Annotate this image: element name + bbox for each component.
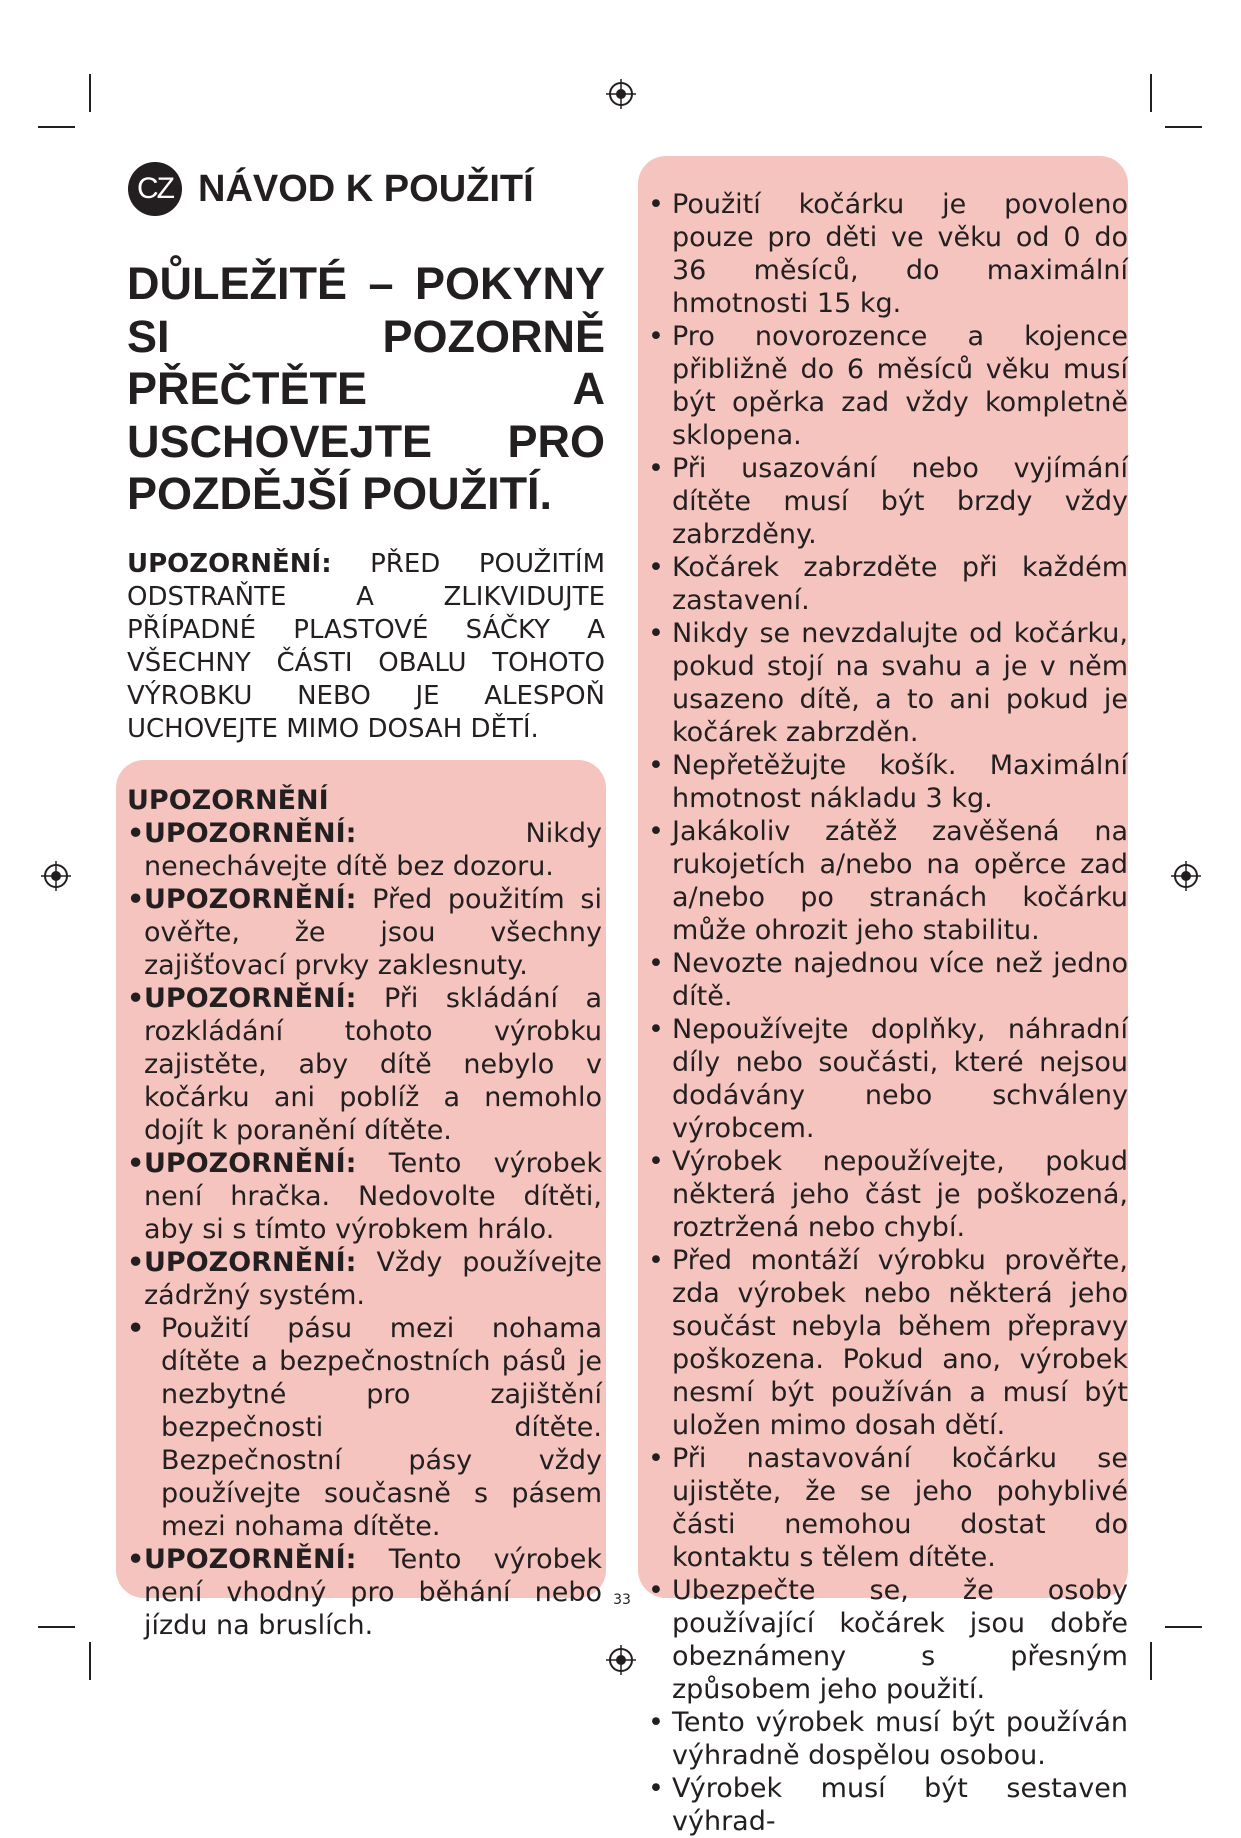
registration-mark-right-icon: [1171, 861, 1201, 891]
list-item: • Při usazování nebo vyjímání dítěte musí být brzdy vždy zabrzděny.: [648, 452, 1128, 551]
warning-intro-text: PŘED POUŽITÍM ODSTRAŇTE A ZLIKVIDUJTE PŘÍPADNÉ PLASTOVÉ SÁČKY A VŠECHNY ČÁSTI OBALU TOHOTO VÝROBKU NEBO JE ALESPOŇ UCHOVEJTE MIMO DOSAH DĚTÍ.: [127, 549, 606, 744]
warning-text: Před použitím si ověřte, že jsou všechny zajišťovací prvky zaklesnuty.: [144, 884, 602, 981]
registration-mark-bottom-icon: [606, 1645, 636, 1675]
language-badge: CZ: [128, 162, 182, 216]
left-warnings: [127, 784, 602, 1642]
warning-label: UPOZORNĚNÍ:: [144, 1148, 357, 1179]
crop-mark-top-left-h: [38, 126, 75, 128]
warning-text: Vždy používejte zádržný systém.: [144, 1247, 602, 1311]
list-item: • Výrobek nepoužívejte, pokud některá jeho část je poškozená, roztržená nebo chybí.: [648, 1145, 1128, 1244]
crop-mark-bottom-right-h: [1165, 1626, 1202, 1628]
warning-label: UPOZORNĚNÍ:: [144, 983, 357, 1014]
list-item: • Při nastavování kočárku se ujistěte, že se jeho pohyblivé části nemohou dostat do kontaktu s tělem dítěte.: [648, 1442, 1128, 1574]
crop-mark-bottom-right-v: [1150, 1642, 1152, 1680]
list-item: • Jakákoliv zátěž zavěšená na rukojetích a/nebo na opěrce zad a/nebo po stranách kočárku může ohrozit jeho stabilitu.: [648, 815, 1128, 947]
registration-mark-left-icon: [41, 861, 71, 891]
instructions-list: [648, 188, 1128, 1838]
important-notice: DŮLEŽITÉ – POKYNY SI POZORNĚ PŘEČTĚTE A USCHOVEJTE PRO POZDĚJŠÍ POUŽITÍ.: [127, 258, 605, 519]
list-item: • Výrobek musí být sestaven výhrad-: [648, 1772, 1128, 1838]
warning-intro: [127, 548, 605, 746]
list-item: [127, 817, 602, 883]
page-number: 33: [613, 1592, 631, 1608]
warning-intro-label: UPOZORNĚNÍ:: [127, 549, 332, 579]
list-item: • Nikdy se nevzdalujte od kočárku, pokud stojí na svahu a je v něm usazeno dítě, a to ani pokud je kočárek zabrzděn.: [648, 617, 1128, 749]
crop-mark-bottom-left-v: [89, 1642, 91, 1680]
warning-text: Nikdy nenechávejte dítě bez dozoru.: [144, 818, 602, 882]
crop-mark-bottom-left-h: [38, 1626, 75, 1628]
list-item: [127, 1312, 602, 1543]
right-warnings: [648, 188, 1128, 1838]
crop-mark-top-right-v: [1150, 74, 1152, 112]
registration-mark-top-icon: [606, 79, 636, 109]
warning-label: UPOZORNĚNÍ:: [144, 1247, 357, 1278]
list-item: [127, 1543, 602, 1642]
warnings-heading: UPOZORNĚNÍ: [127, 785, 329, 816]
crop-mark-top-right-h: [1165, 126, 1202, 128]
warning-text: Použití pásu mezi nohama dítěte a bezpečnostních pásů je nezbytné pro zajištění bezpečnosti dítěte. Bezpečnostní pásy vždy používejte současně s pásem mezi nohama dítěte.: [161, 1313, 602, 1542]
warning-text: Tento výrobek není vhodný pro běhání nebo jízdu na bruslích.: [144, 1544, 602, 1641]
list-item: • Tento výrobek musí být používán výhradně dospělou osobou.: [648, 1706, 1128, 1772]
warnings-list: [127, 817, 602, 1642]
list-item: [127, 883, 602, 982]
list-item: • Ubezpečte se, že osoby používající kočárek jsou dobře obeznámeny s přesným způsobem jeho použití.: [648, 1574, 1128, 1706]
warning-label: UPOZORNĚNÍ:: [144, 884, 357, 915]
list-item: [127, 982, 602, 1147]
warning-label: UPOZORNĚNÍ:: [144, 818, 357, 849]
list-item: [127, 1246, 602, 1312]
crop-mark-top-left-v: [89, 74, 91, 112]
list-item: • Kočárek zabrzděte při každém zastavení.: [648, 551, 1128, 617]
list-item: • Nepřetěžujte košík. Maximální hmotnost nákladu 3 kg.: [648, 749, 1128, 815]
warning-text: Při skládání a rozkládání tohoto výrobku zajistěte, aby dítě nebylo v kočárku ani poblíž a nemohlo dojít k poranění dítěte.: [144, 983, 602, 1146]
list-item: • Před montáží výrobku prověřte, zda výrobek nebo některá jeho součást nebyla během přepravy poškozena. Pokud ano, výrobek nesmí být používán a musí být uložen mimo dosah dětí.: [648, 1244, 1128, 1442]
page-title: NÁVOD K POUŽITÍ: [198, 168, 534, 210]
warning-label: UPOZORNĚNÍ:: [144, 1544, 357, 1575]
warning-text: Tento výrobek není hračka. Nedovolte dítěti, aby si s tímto výrobkem hrálo.: [144, 1148, 602, 1245]
list-item: • Nevozte najednou více než jedno dítě.: [648, 947, 1128, 1013]
list-item: • Pro novorozence a kojence přibližně do 6 měsíců věku musí být opěrka zad vždy kompletně sklopena.: [648, 320, 1128, 452]
list-item: [127, 1147, 602, 1246]
list-item: • Použití kočárku je povoleno pouze pro děti ve věku od 0 do 36 měsíců, do maximální hmotnosti 15 kg.: [648, 188, 1128, 320]
list-item: • Nepoužívejte doplňky, náhradní díly nebo součásti, které nejsou dodávány nebo schváleny výrobcem.: [648, 1013, 1128, 1145]
